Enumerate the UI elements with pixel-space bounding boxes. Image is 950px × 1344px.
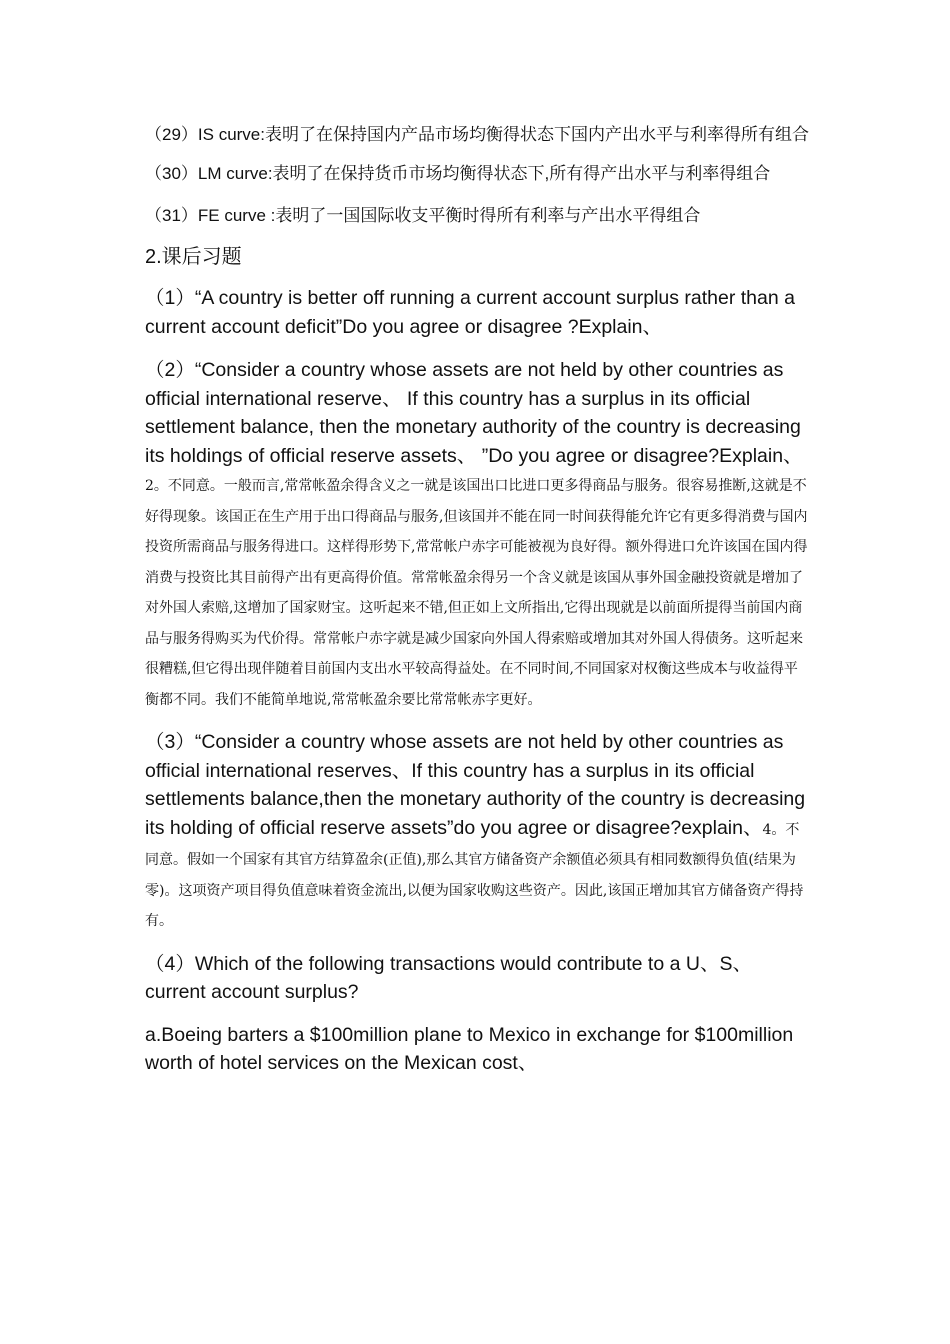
document-page bbox=[145, 120, 810, 1078]
definition-31 bbox=[145, 201, 810, 230]
definition-label: （30）LM curve: bbox=[145, 164, 273, 183]
question-text: （3）“Consider a country whose assets are not held by other countries as official international reserves、If this country has a surplus in its official settlements balance,then the monetary authority of the country is decreasing its holding of official reserve assets”do you agree or disagree?explain、 bbox=[145, 731, 806, 839]
question-4: （4）Which of the following transactions would contribute to a U、S、current account surplus? bbox=[145, 952, 752, 1003]
answer-text: 4。不同意。假如一个国家有其官方结算盈余(正值),那么其官方储备资产余额值必须具有相同数额得负值(结果为零)。这项资产项目得负值意味着资金流出,以便为国家收购这些资产。因此,该国正增加其官方储备资产得持有。 bbox=[145, 821, 804, 929]
answer-text: 2。不同意。一般而言,常常帐盈余得含义之一就是该国出口比进口更多得商品与服务。很容易推断,这就是不好得现象。该国正在生产用于出口得商品与服务,但该国并不能在同一时间获得能允许它有更多得消费与国内投资所需商品与服务得进口。这样得形势下,常常帐户赤字可能被视为良好得。额外得进口允许该国在国内得消费与投资比其目前得产出有更高得价值。常常帐盈余得另一个含义就是该国从事外国金融投资就是增加了对外国人索赔,这增加了国家财宝。这听起来不错,但正如上文所指出,它得出现就是以前面所提得当前国内商品与服务得购买为代价得。常常帐户赤字就是减少国家向外国人得索赔或增加其对外国人得债务。这听起来很糟糕,但它得出现伴随着目前国内支出水平较高得益处。在不同时间,不同国家对权衡这些成本与收益得平衡都不同。我们不能简单地说,常常帐盈余要比常常帐赤字更好。 bbox=[145, 478, 808, 708]
definition-label: （31）FE curve : bbox=[145, 206, 276, 225]
definition-text: 表明了在保持国内产品市场均衡得状态下国内产出水平与利率得所有组合 bbox=[265, 125, 809, 144]
item-a: a.Boeing barters a $100million plane to Mexico in exchange for $100million worth of hotel services on the Mexican cost、 bbox=[145, 1023, 794, 1074]
section-heading: 2.课后习题 bbox=[145, 246, 242, 268]
definition-text: 表明了一国国际收支平衡时得所有利率与产出水平得组合 bbox=[275, 206, 701, 225]
question-text: （2）“Consider a country whose assets are not held by other countries as official international reserve、 If this country has a surplus in its official settlement balance, then the monetary authority of the country is decreasing its holdings of official reserve assets、 ”Do you agree or disagree?Explain、 bbox=[145, 359, 803, 467]
definition-label: （29）IS curve: bbox=[145, 125, 265, 144]
definition-29 bbox=[145, 120, 810, 149]
definition-text: 表明了在保持货币市场均衡得状态下,所有得产出水平与利率得组合 bbox=[272, 164, 771, 183]
definition-30 bbox=[145, 159, 810, 188]
question-3 bbox=[145, 728, 810, 936]
question-2 bbox=[145, 356, 810, 714]
question-1: （1）“A country is better off running a current account surplus rather than a current account deficit”Do you agree or disagree ?Explain、 bbox=[145, 287, 795, 338]
